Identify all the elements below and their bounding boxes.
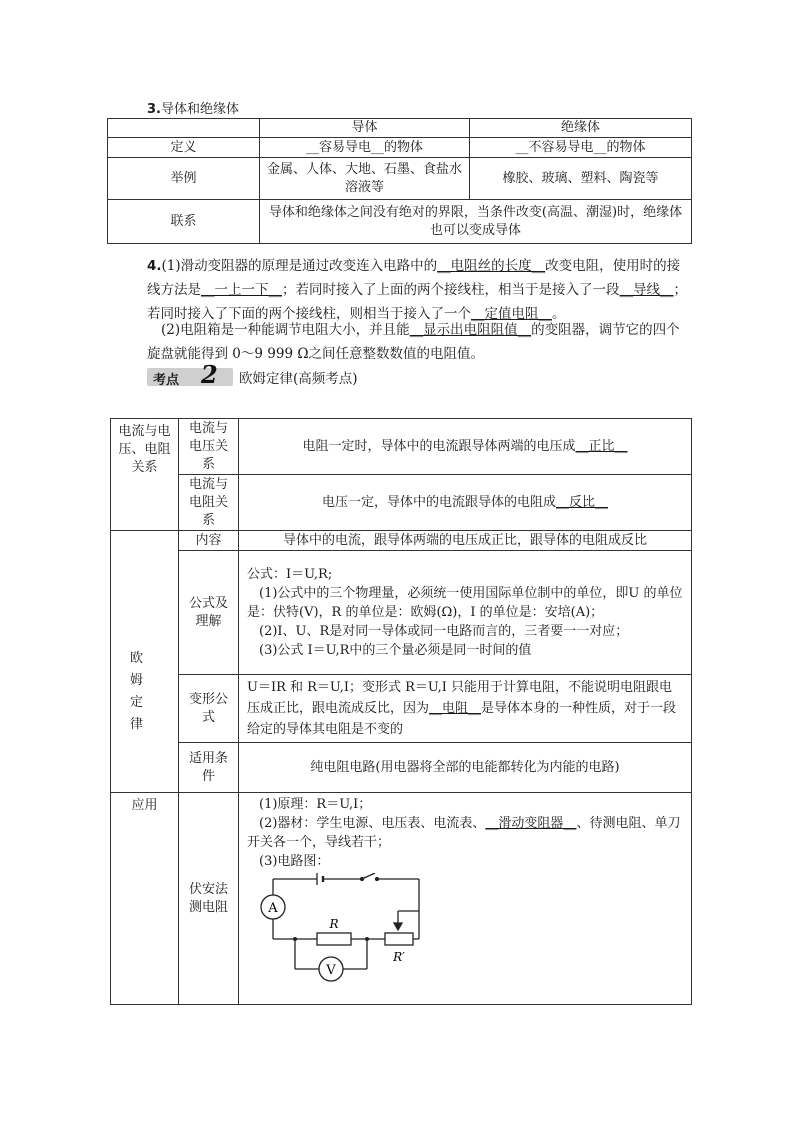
section-4-paragraph-2: [147, 318, 692, 366]
answer-wire: __导线__: [619, 282, 674, 298]
p2-text-a: (2)电阻箱是一种能调节电阻大小，并且能: [161, 322, 410, 338]
rheostat-slider-arrow: [394, 923, 402, 930]
app-line-3: (3)电路图：: [259, 854, 330, 869]
formula-line-3: (3)公式 I＝U,R中的三个量必须是同一时间的值: [259, 643, 532, 658]
answer-rheostat: __滑动变阻器__: [485, 816, 577, 831]
answer-resistance: __电阻__: [429, 701, 482, 716]
p1-text-a: (1)滑动变阻器的原理是通过改变连入电路中的: [161, 258, 438, 274]
answer-fixed-resistor: __定值电阻__: [471, 306, 552, 322]
content-label: 内容: [179, 531, 239, 551]
current-voltage-label: 电流与电压关系: [179, 419, 239, 475]
section-3-heading: [147, 98, 239, 117]
p1-text-e: ；若同时接入了上面的两个接线柱，相当于是接入了一段: [282, 282, 620, 298]
p1-text-g: ；若同时接入了下面的两个接线柱，则相当于接入了一个: [147, 282, 687, 322]
table1-row-example-label: 举例: [108, 158, 260, 200]
kaodian-badge-number: 2: [201, 360, 218, 389]
p2-text-c: 的变阻器，调节它的四个旋盘就能得到 0～9 999 Ω之间任意整数数值的电阻值。: [147, 322, 680, 362]
app-line-2: (2)器材：学生电源、电压表、电流表、__滑动变阻器__、待测电阻、单刀开关各一个，导线若干；: [247, 816, 681, 850]
section-3-title: 导体和绝缘体: [160, 102, 239, 117]
transform-text: U＝IR 和 R＝U,I；变形式 R＝U,I 只能用于计算电阻，不能说明电阻跟电压成正比，跟电流成反比，因为__电阻__是导体本身的一种性质，对于一段给定的导体其电阻是不变的: [239, 675, 692, 743]
application-text: [239, 793, 692, 1005]
transform-label: 变形公式: [179, 675, 239, 743]
conductor-insulator-table: [107, 118, 692, 244]
rheostat-label: R′: [393, 950, 405, 964]
ammeter-label: A: [268, 901, 278, 916]
circuit-diagram: [255, 873, 425, 991]
current-voltage-text: 电阻一定时，导体中的电流跟导体两端的电压成__正比__: [239, 419, 692, 475]
kaodian-badge-text: 考点: [153, 373, 180, 388]
kaodian-badge: [147, 360, 233, 389]
scope-label: 适用条件: [179, 743, 239, 793]
table1-relation-text: 导体和绝缘体之间没有绝对的界限，当条件改变(高温、潮湿)时，绝缘体也可以变成导体: [260, 200, 692, 244]
relation-group-label: 电流与电压、电阻关系: [111, 419, 179, 531]
table1-conductor-definition: __容易导电__的物体: [260, 138, 470, 158]
formula-line-2: (2)I、U、R是对同一导体或同一电路而言的，三者要一一对应；: [259, 624, 629, 639]
section-4-number: 4.: [147, 258, 162, 274]
table1-header-insulator: 绝缘体: [470, 119, 692, 138]
resistor-symbol: [317, 933, 351, 945]
formula-line-1: (1)公式中的三个物理量，必须统一使用国际单位制中的单位，即U 的单位是：伏特(V)，R 的单位是：欧姆(Ω)，I 的单位是：安培(A)；: [247, 586, 683, 620]
fuan-label: 伏安法测电阻: [179, 793, 239, 1005]
table1-row-definition-label: 定义: [108, 138, 260, 158]
p1-text-i: 。: [552, 306, 566, 322]
table1-insulator-definition: __不容易导电__的物体: [470, 138, 692, 158]
current-resistance-label: 电流与电阻关系: [179, 475, 239, 531]
app-line-1: (1)原理：R＝U,I；: [259, 797, 372, 812]
section-4-paragraph-1: [147, 254, 692, 326]
answer-one-up-one-down: __一上一下__: [201, 282, 282, 298]
content-text: 导体中的电流，跟导体两端的电压成正比，跟导体的电阻成反比: [239, 531, 692, 551]
table1-conductor-examples: 金属、人体、大地、石墨、食盐水溶液等: [260, 158, 470, 200]
formula-label: 公式及理解: [179, 551, 239, 675]
current-resistance-text: 电压一定，导体中的电流跟导体的电阻成__反比__: [239, 475, 692, 531]
table1-header-conductor: 导体: [260, 119, 470, 138]
answer-resistance-wire-length: __电阻丝的长度__: [437, 258, 546, 274]
table1-header-empty: [108, 119, 260, 138]
ohms-law-table: [110, 418, 692, 1005]
rheostat-symbol: [385, 933, 413, 945]
switch-blade: [362, 873, 375, 879]
answer-inverse-ratio: __反比__: [556, 494, 609, 510]
voltmeter-label: V: [326, 963, 336, 978]
table1-row-relation-label: 联系: [108, 200, 260, 244]
section-3-number: 3.: [147, 102, 161, 117]
application-label: 应用: [111, 793, 179, 1005]
formula-line-0: 公式：I＝U,R;: [247, 567, 333, 582]
scope-text: 纯电阻电路(用电器将全部的电能都转化为内能的电路): [239, 743, 692, 793]
answer-display-resistance: __显示出电阻阻值__: [409, 322, 532, 338]
resistor-label: R: [329, 917, 339, 931]
ohms-law-label: 欧姆定律: [111, 531, 179, 793]
formula-text: [239, 551, 692, 675]
kaodian-heading: [147, 360, 358, 389]
table1-insulator-examples: 橡胶、玻璃、塑料、陶瓷等: [470, 158, 692, 200]
answer-direct-ratio: __正比__: [575, 438, 628, 454]
p1-text-c: 改变电阻，使用时的接线方法是: [147, 258, 681, 298]
kaodian-title: 欧姆定律(高频考点): [239, 371, 358, 387]
